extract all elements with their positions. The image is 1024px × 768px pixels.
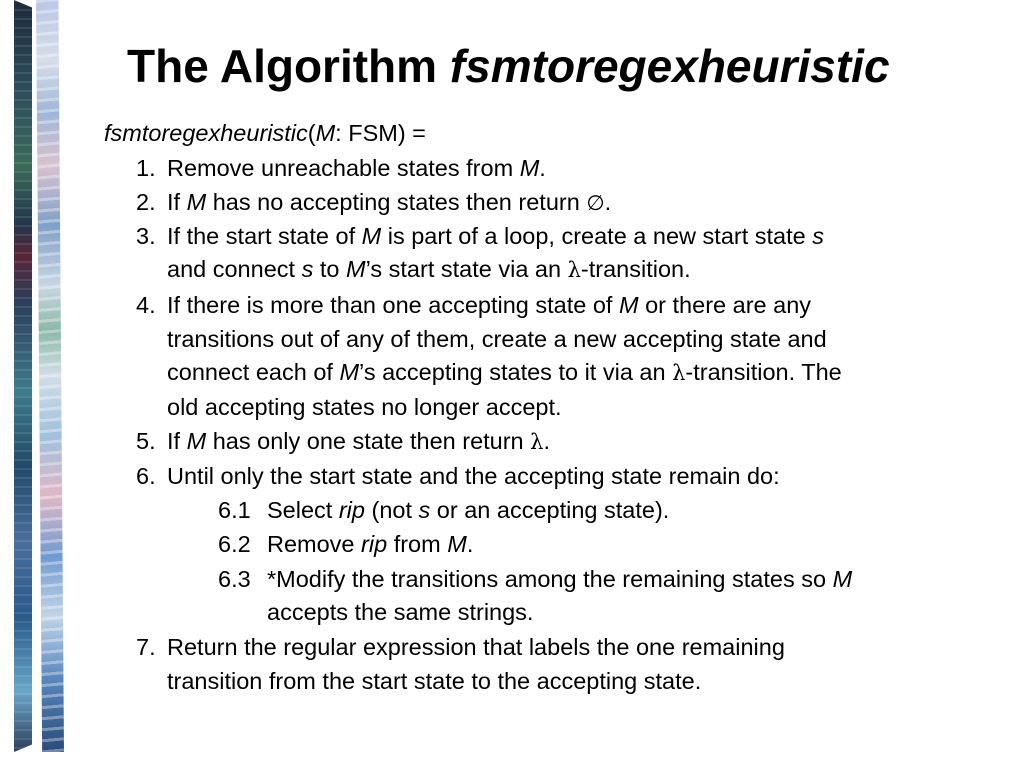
- step-text: ’s start state via an: [365, 256, 568, 282]
- step-text: If: [167, 428, 187, 454]
- step-text: ’s accepting states to it via an: [359, 359, 673, 385]
- var-s: s: [812, 223, 825, 249]
- function-signature: [104, 118, 426, 148]
- step-text: to: [313, 256, 346, 282]
- var-rip: rip: [338, 497, 365, 523]
- step-text: Remove: [267, 531, 362, 557]
- step-6-2-number: 6.2: [218, 531, 251, 557]
- var-s: s: [301, 256, 314, 282]
- step-text: has no accepting states then return: [206, 189, 587, 215]
- step-7-number: 7.: [136, 634, 156, 660]
- step-6-1-number: 6.1: [218, 497, 251, 523]
- step-text: .: [604, 189, 612, 215]
- step-7-line-2: transition from the start state to the accepting state.: [167, 668, 702, 694]
- step-text: -transition. The: [685, 359, 842, 385]
- step-6-1-text: [267, 495, 669, 525]
- step-text: from: [387, 531, 448, 557]
- step-6-3-line-1: [267, 564, 852, 594]
- var-m: M: [186, 189, 207, 215]
- step-7-line-1: Return the regular expression that labels the one remaining: [167, 634, 785, 660]
- step-6-3-number: 6.3: [218, 566, 251, 592]
- signature-rest: : FSM) =: [335, 120, 426, 146]
- step-4-line-1: [167, 290, 811, 320]
- step-text: .: [539, 155, 546, 181]
- step-text: connect each of: [167, 359, 340, 385]
- step-text: or an accepting state).: [430, 497, 670, 523]
- step-text: .: [543, 428, 551, 454]
- step-text: is part of a loop, create a new start state: [381, 223, 813, 249]
- signature-m: M: [315, 120, 336, 146]
- var-m: M: [832, 566, 853, 592]
- step-2-number: 2.: [136, 189, 156, 215]
- step-1-number: 1.: [136, 155, 156, 181]
- signature-open: (: [307, 120, 316, 146]
- step-5-number: 5.: [136, 428, 156, 454]
- step-text: (not: [364, 497, 419, 523]
- var-s: s: [418, 497, 431, 523]
- var-rip: rip: [361, 531, 388, 557]
- step-text: or there are any: [638, 292, 812, 318]
- step-text: If there is more than one accepting state of: [167, 292, 619, 318]
- var-m: M: [339, 359, 360, 385]
- step-6-3-line-2: accepts the same strings.: [267, 599, 534, 625]
- var-m: M: [346, 256, 366, 282]
- step-text: .: [466, 531, 474, 557]
- step-6-2-text: [267, 529, 473, 559]
- step-4-line-3: [167, 357, 842, 388]
- step-text: -transition.: [580, 256, 691, 282]
- step-text: has only one state then return: [206, 428, 531, 454]
- var-m: M: [447, 531, 467, 557]
- var-m: M: [619, 292, 639, 318]
- step-4-line-4: old accepting states no longer accept.: [167, 394, 562, 420]
- step-6-number: 6.: [136, 463, 156, 489]
- step-text: Remove unreachable states from: [167, 155, 520, 181]
- step-text: *Modify the transitions among the remaining states so: [267, 566, 833, 592]
- step-1-text: [167, 153, 546, 183]
- var-m: M: [186, 428, 207, 454]
- var-m: M: [361, 223, 382, 249]
- step-6-text: Until only the start state and the accepting state remain do:: [167, 463, 780, 489]
- step-3-line-2: [167, 254, 691, 285]
- step-text: If: [167, 189, 187, 215]
- step-3-line-1: [167, 221, 824, 251]
- empty-set-symbol: ∅: [586, 191, 605, 215]
- step-text: Select: [267, 497, 339, 523]
- step-text: and connect: [167, 256, 302, 282]
- title-prefix: The Algorithm: [127, 40, 450, 92]
- step-4-line-2: transitions out of any of them, create a new accepting state and: [167, 326, 827, 352]
- step-text: If the start state of: [167, 223, 362, 249]
- step-4-number: 4.: [136, 292, 156, 318]
- signature-fn: fsmtoregexheuristic: [104, 120, 308, 146]
- lambda-symbol: λ: [567, 258, 581, 282]
- title-algorithm-name: fsmtoregexheuristic: [449, 40, 890, 92]
- step-5-text: [167, 426, 550, 457]
- lambda-symbol: λ: [530, 430, 544, 454]
- lambda-symbol: λ: [672, 361, 686, 385]
- var-m: M: [519, 155, 540, 181]
- step-3-number: 3.: [136, 223, 156, 249]
- step-2-text: [167, 187, 611, 218]
